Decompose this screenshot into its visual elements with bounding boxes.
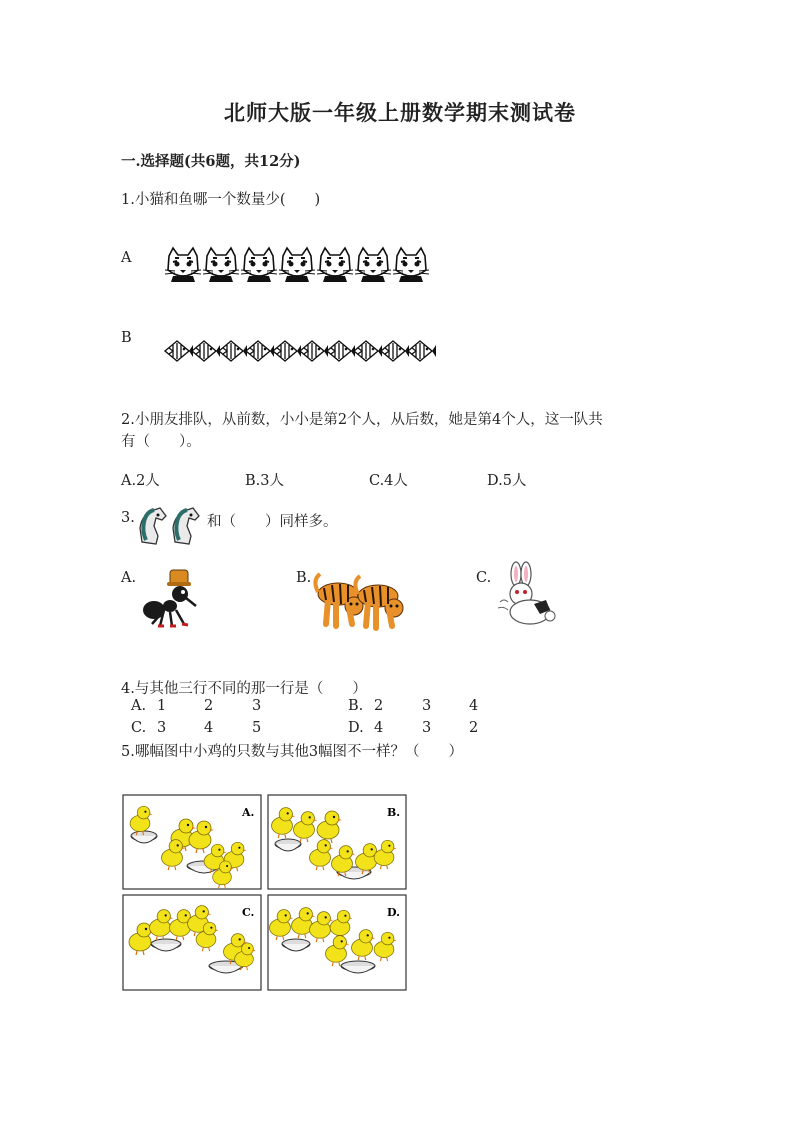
fish-group — [165, 337, 445, 367]
q4-row-b-num-3: 4 — [469, 698, 479, 714]
fish-icon — [246, 341, 274, 361]
q2-option-d: D.5人 — [487, 473, 527, 489]
q2-option-b: B.3人 — [245, 473, 284, 489]
fish-icon — [165, 341, 193, 361]
chick-grid — [122, 794, 408, 992]
q4-row-c-num-2: 4 — [204, 720, 214, 736]
panel-d-label: D. — [387, 906, 400, 919]
rabbit-picture — [494, 566, 562, 632]
cat-icon — [165, 248, 201, 282]
question-3-suffix: 和（ ）同样多。 — [207, 514, 338, 530]
q3-option-a-label: A. — [121, 570, 137, 586]
ant-picture — [140, 568, 204, 634]
fish-icon — [219, 341, 247, 361]
q4-row-a-num-3: 3 — [252, 698, 262, 714]
q4-row-b-num-1: 2 — [374, 698, 384, 714]
tiger-group — [314, 570, 404, 630]
tiger-picture — [314, 570, 404, 634]
fish-icon — [381, 341, 409, 361]
q2-option-c: C.4人 — [369, 473, 408, 489]
cat-icon — [355, 248, 391, 282]
q4-row-a-num-1: 1 — [157, 698, 167, 714]
question-1-text: 1.小猫和鱼哪一个数量少( ) — [121, 192, 321, 208]
q3-option-c-label: C. — [476, 570, 492, 586]
horse-row — [136, 506, 206, 550]
q4-row-d-num-3: 2 — [469, 720, 479, 736]
q4-row-a-label: A. — [131, 698, 147, 714]
rabbit-icon — [494, 566, 562, 628]
q4-row-d-num-2: 3 — [422, 720, 432, 736]
q1-option-b-label: B — [121, 330, 132, 346]
panel-c-label: C. — [242, 906, 255, 919]
fish-icon — [273, 341, 301, 361]
q1-option-a-label: A — [121, 250, 132, 266]
fish-icon — [354, 341, 382, 361]
section-header: 一.选择题(共6题，共12分) — [121, 153, 301, 170]
question-3-prefix: 3. — [121, 510, 135, 526]
question-2-line-1: 2.小朋友排队，从前数，小小是第2个人，从后数，她是第4个人，这一队共 — [121, 412, 603, 428]
cat-icon — [317, 248, 353, 282]
horse-icon — [140, 508, 166, 544]
tiger-icon — [355, 576, 403, 628]
q4-row-b-num-2: 3 — [422, 698, 432, 714]
q4-row-a-num-2: 2 — [204, 698, 214, 714]
horse-icon — [173, 508, 199, 544]
q4-row-c-label: C. — [131, 720, 147, 736]
question-2-line-2: 有（ ）。 — [121, 434, 201, 450]
q2-option-a: A.2人 — [121, 473, 160, 489]
panel-a-label: A. — [242, 806, 255, 819]
fish-icon — [408, 341, 436, 361]
fish-icon — [192, 341, 220, 361]
q4-row-c-num-1: 3 — [157, 720, 167, 736]
ant-icon — [140, 568, 204, 630]
fish-icon — [300, 341, 328, 361]
cat-group — [165, 246, 465, 286]
q4-row-b-label: B. — [348, 698, 364, 714]
cat-icon — [393, 248, 429, 282]
chick-panels — [122, 794, 408, 996]
q4-row-c-num-3: 5 — [252, 720, 262, 736]
horse-group — [136, 506, 206, 546]
cat-icon — [241, 248, 277, 282]
panel-b-label: B. — [387, 806, 401, 819]
q3-option-b-label: B. — [296, 570, 312, 586]
q4-row-d-num-1: 4 — [374, 720, 384, 736]
cat-icon — [203, 248, 239, 282]
question-4-text: 4.与其他三行不同的那一行是（ ） — [121, 681, 367, 697]
cat-row — [165, 246, 465, 290]
question-5-text: 5.哪幅图中小鸡的只数与其他3幅图不一样？（ ） — [121, 744, 464, 760]
cat-icon — [279, 248, 315, 282]
q4-row-d-label: D. — [348, 720, 364, 736]
page-title: 北师大版一年级上册数学期末测试卷 — [224, 101, 576, 125]
fish-row — [165, 337, 445, 371]
fish-icon — [327, 341, 355, 361]
